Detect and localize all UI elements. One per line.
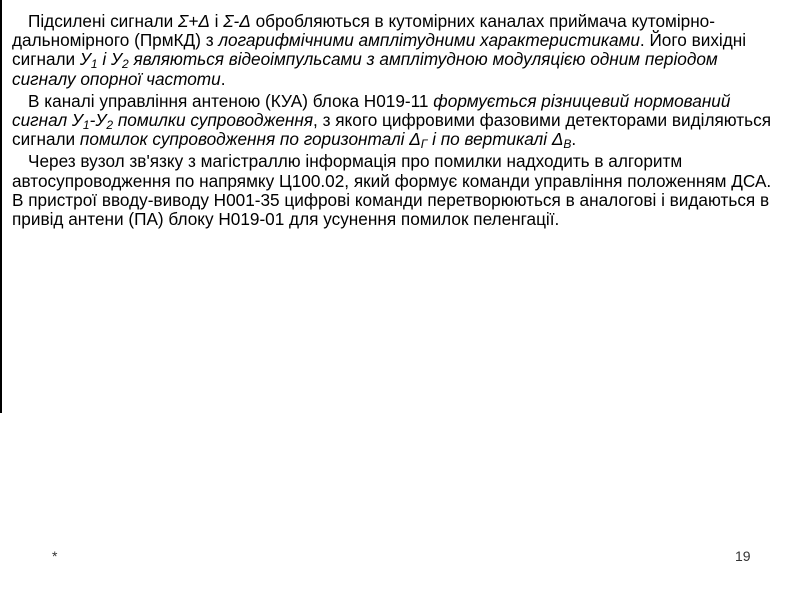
subscript: 1 (90, 57, 98, 72)
italic-phrase: формується різницевий нормований сигнал У (12, 90, 731, 131)
text-run: і (209, 11, 224, 31)
subscript: 1 (82, 118, 90, 133)
italic-phrase: і по вертикалі Δ (427, 129, 564, 150)
text-run: . (571, 129, 577, 150)
slide-body (12, 12, 782, 232)
paragraph-antenna-control (12, 92, 782, 150)
italic-symbol: і У (97, 49, 122, 70)
text-run: , з якого цифровими фазовими детекторами виділяються сигнали (12, 110, 772, 150)
italic-symbol: -У (89, 110, 107, 131)
paragraph-signal-processing (12, 12, 782, 89)
sum-minus-delta-term: Σ-Δ (223, 11, 251, 31)
text-run: . (220, 68, 226, 89)
italic-symbol: У (79, 49, 91, 70)
text-run: Через вузол зв'язку з магістраллю інформація про помилки надходить в алгоритм автосупроводження по напрямку Ц100.02, який формує команди управління положенням ДСА. В пристрої вводу-виводу Н001-35 цифрові команди перетворюються в аналогові і видаються в привід антени (ПА) блоку Н019-01 для усунення помилок пеленгації. (12, 151, 772, 230)
text-run: Підсилені сигнали (28, 11, 178, 31)
page-number: 19 (735, 548, 751, 564)
subscript: В (563, 137, 572, 152)
italic-phrase: помилок супроводження по горизонталі Δ (79, 129, 421, 150)
sum-plus-delta-term: Σ+Δ (178, 11, 210, 31)
subscript: 2 (106, 118, 114, 133)
left-border-line (0, 0, 2, 413)
subscript: Г (420, 137, 428, 152)
paragraph-auto-tracking (12, 152, 782, 229)
italic-phrase: являються відеоімпульсами з амплітудною модуляцією одним періодом сигналу опорної частоти (12, 49, 718, 89)
subscript: 2 (121, 57, 129, 72)
italic-phrase: логарифмічними амплітудними характеристиками (218, 30, 640, 51)
text-run: . Його вихідні сигнали (12, 30, 747, 70)
text-run: В каналі управління антеною (КУА) блока Н019-11 (28, 90, 434, 111)
text-run: обробляються в кутомірних каналах приймача кутомірно-дальномірного (ПрмКД) з (12, 11, 715, 51)
footer-marker: * (52, 548, 58, 564)
italic-phrase: помилки супроводження (113, 110, 314, 131)
